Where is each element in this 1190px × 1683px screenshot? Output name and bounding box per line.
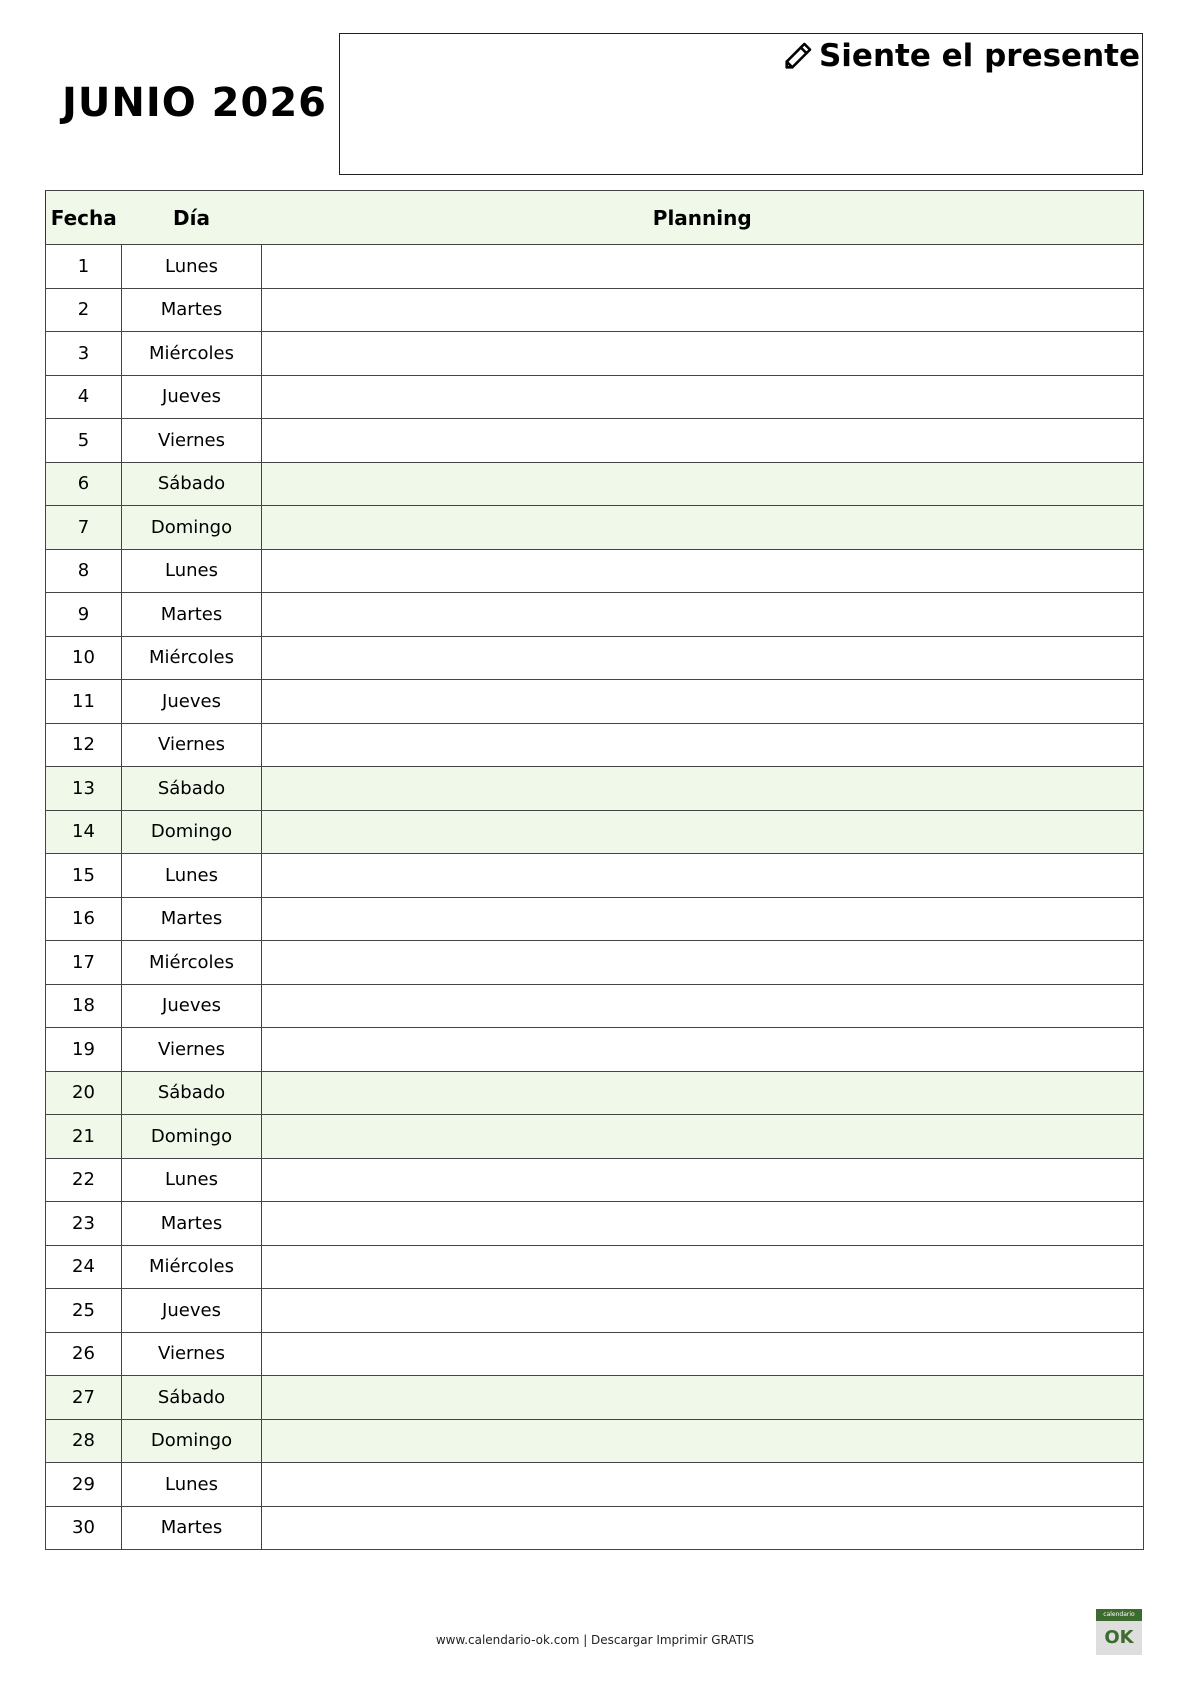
day-cell: Martes	[122, 1506, 262, 1550]
day-cell: Martes	[122, 288, 262, 332]
planning-cell[interactable]	[262, 854, 1144, 898]
day-cell: Sábado	[122, 767, 262, 811]
date-cell: 30	[46, 1506, 122, 1550]
date-cell: 28	[46, 1419, 122, 1463]
table-row	[46, 1376, 1144, 1420]
date-cell: 17	[46, 941, 122, 985]
day-cell: Martes	[122, 897, 262, 941]
date-cell: 14	[46, 810, 122, 854]
planning-cell[interactable]	[262, 419, 1144, 463]
header-planning: Planning	[262, 191, 1144, 245]
table-row	[46, 854, 1144, 898]
day-cell: Miércoles	[122, 636, 262, 680]
table-row	[46, 636, 1144, 680]
logo-top-text: calendario	[1096, 1609, 1142, 1621]
footer-text: www.calendario-ok.com | Descargar Imprimir GRATIS	[435, 1633, 755, 1647]
date-cell: 26	[46, 1332, 122, 1376]
date-cell: 18	[46, 984, 122, 1028]
planning-cell[interactable]	[262, 941, 1144, 985]
date-cell: 20	[46, 1071, 122, 1115]
date-cell: 13	[46, 767, 122, 811]
date-cell: 22	[46, 1158, 122, 1202]
date-cell: 11	[46, 680, 122, 724]
date-cell: 16	[46, 897, 122, 941]
day-cell: Martes	[122, 1202, 262, 1246]
day-cell: Domingo	[122, 506, 262, 550]
date-cell: 7	[46, 506, 122, 550]
planning-cell[interactable]	[262, 767, 1144, 811]
date-cell: 4	[46, 375, 122, 419]
planning-cell[interactable]	[262, 897, 1144, 941]
date-cell: 5	[46, 419, 122, 463]
planning-cell[interactable]	[262, 1071, 1144, 1115]
page-title: JUNIO 2026	[62, 80, 327, 126]
planning-cell[interactable]	[262, 1463, 1144, 1507]
table-row	[46, 419, 1144, 463]
site-logo	[1096, 1609, 1142, 1655]
day-cell: Lunes	[122, 854, 262, 898]
date-cell: 2	[46, 288, 122, 332]
date-cell: 29	[46, 1463, 122, 1507]
header-day: Día	[122, 191, 262, 245]
table-row	[46, 288, 1144, 332]
table-row	[46, 1071, 1144, 1115]
date-cell: 6	[46, 462, 122, 506]
header-date: Fecha	[46, 191, 122, 245]
planning-cell[interactable]	[262, 1115, 1144, 1159]
date-cell: 1	[46, 245, 122, 289]
day-cell: Jueves	[122, 984, 262, 1028]
day-cell: Jueves	[122, 1289, 262, 1333]
planner-table	[45, 190, 1144, 1550]
motto-text: Siente el presente	[818, 38, 1140, 74]
planning-cell[interactable]	[262, 810, 1144, 854]
table-row	[46, 1419, 1144, 1463]
planning-cell[interactable]	[262, 332, 1144, 376]
planning-cell[interactable]	[262, 1332, 1144, 1376]
planning-cell[interactable]	[262, 288, 1144, 332]
date-cell: 27	[46, 1376, 122, 1420]
planning-cell[interactable]	[262, 462, 1144, 506]
date-cell: 19	[46, 1028, 122, 1072]
day-cell: Lunes	[122, 1463, 262, 1507]
pencil-icon	[781, 39, 815, 73]
date-cell: 15	[46, 854, 122, 898]
table-row	[46, 1332, 1144, 1376]
planning-cell[interactable]	[262, 1202, 1144, 1246]
day-cell: Lunes	[122, 549, 262, 593]
table-row	[46, 1506, 1144, 1550]
day-cell: Viernes	[122, 723, 262, 767]
day-cell: Domingo	[122, 810, 262, 854]
date-cell: 8	[46, 549, 122, 593]
table-row	[46, 375, 1144, 419]
day-cell: Miércoles	[122, 941, 262, 985]
day-cell: Miércoles	[122, 332, 262, 376]
planning-cell[interactable]	[262, 1289, 1144, 1333]
table-row	[46, 1115, 1144, 1159]
day-cell: Lunes	[122, 245, 262, 289]
table-body	[46, 245, 1144, 1550]
planning-cell[interactable]	[262, 506, 1144, 550]
date-cell: 24	[46, 1245, 122, 1289]
planning-cell[interactable]	[262, 593, 1144, 637]
planning-cell[interactable]	[262, 1376, 1144, 1420]
day-cell: Domingo	[122, 1115, 262, 1159]
planning-cell[interactable]	[262, 984, 1144, 1028]
planning-cell[interactable]	[262, 1158, 1144, 1202]
motto	[781, 38, 1140, 74]
date-cell: 23	[46, 1202, 122, 1246]
day-cell: Viernes	[122, 419, 262, 463]
planning-cell[interactable]	[262, 375, 1144, 419]
day-cell: Martes	[122, 593, 262, 637]
note-box[interactable]	[339, 33, 1143, 175]
table-row	[46, 245, 1144, 289]
table-row	[46, 810, 1144, 854]
planning-cell[interactable]	[262, 636, 1144, 680]
table-row	[46, 462, 1144, 506]
day-cell: Jueves	[122, 375, 262, 419]
table-row	[46, 767, 1144, 811]
date-cell: 9	[46, 593, 122, 637]
table-row	[46, 680, 1144, 724]
table-row	[46, 1202, 1144, 1246]
table-row	[46, 1245, 1144, 1289]
planning-cell[interactable]	[262, 1506, 1144, 1550]
table-row	[46, 723, 1144, 767]
planning-cell[interactable]	[262, 680, 1144, 724]
planning-cell[interactable]	[262, 1245, 1144, 1289]
table-row	[46, 332, 1144, 376]
date-cell: 10	[46, 636, 122, 680]
date-cell: 25	[46, 1289, 122, 1333]
date-cell: 21	[46, 1115, 122, 1159]
table-row	[46, 1463, 1144, 1507]
day-cell: Miércoles	[122, 1245, 262, 1289]
date-cell: 3	[46, 332, 122, 376]
table-row	[46, 984, 1144, 1028]
day-cell: Viernes	[122, 1028, 262, 1072]
planning-cell[interactable]	[262, 549, 1144, 593]
table-row	[46, 1289, 1144, 1333]
day-cell: Sábado	[122, 1071, 262, 1115]
day-cell: Sábado	[122, 1376, 262, 1420]
table-row	[46, 1158, 1144, 1202]
planning-cell[interactable]	[262, 1419, 1144, 1463]
table-row	[46, 593, 1144, 637]
planning-cell[interactable]	[262, 1028, 1144, 1072]
date-cell: 12	[46, 723, 122, 767]
day-cell: Viernes	[122, 1332, 262, 1376]
table-row	[46, 1028, 1144, 1072]
table-row	[46, 941, 1144, 985]
day-cell: Jueves	[122, 680, 262, 724]
day-cell: Lunes	[122, 1158, 262, 1202]
table-header-row	[46, 191, 1144, 245]
planning-cell[interactable]	[262, 245, 1144, 289]
table-row	[46, 897, 1144, 941]
day-cell: Sábado	[122, 462, 262, 506]
table-row	[46, 549, 1144, 593]
table-row	[46, 506, 1144, 550]
planning-cell[interactable]	[262, 723, 1144, 767]
day-cell: Domingo	[122, 1419, 262, 1463]
logo-bottom-text: OK	[1096, 1621, 1142, 1655]
